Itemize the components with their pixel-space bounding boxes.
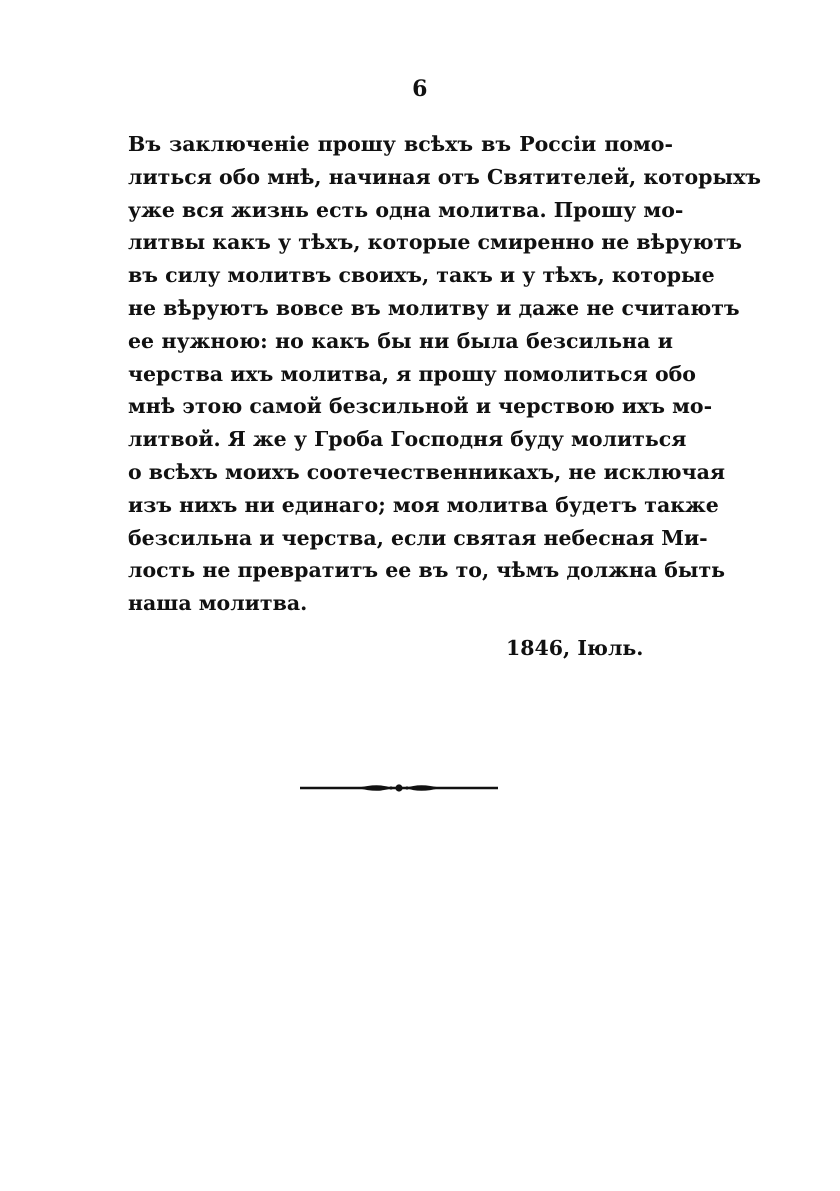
text-line: не вѣруютъ вовсе въ молитву и даже не считаютъ [128, 295, 740, 320]
text-line: въ силу молитвъ своихъ, такъ и у тѣхъ, которые [128, 263, 715, 288]
text-line: литвы какъ у тѣхъ, которые смиренно не вѣруютъ [128, 230, 742, 255]
body-paragraph [128, 128, 762, 620]
text-line: наша молитва. [128, 591, 308, 616]
page-number: 6 [412, 76, 428, 102]
text-line: литься обо мнѣ, начиная отъ Святителей, которыхъ [128, 164, 762, 189]
text-line: Въ заключеніе прошу всѣхъ въ Россіи помо- [128, 132, 673, 156]
text-line: мнѣ этою самой безсильной и черствою ихъ мо- [128, 394, 713, 419]
text-line: уже вся жизнь есть одна молитва. Прошу мо- [128, 197, 684, 222]
text-line: о всѣхъ моихъ соотечественникахъ, не исключая [128, 459, 726, 484]
text-line: черства ихъ молитва, я прошу помолиться обо [128, 361, 696, 386]
text-line: литвой. Я же у Гроба Господня буду молиться [128, 427, 687, 452]
ornament-divider [300, 780, 498, 796]
text-line: изъ нихъ ни единаго; моя молитва будетъ также [128, 492, 719, 517]
text-line: лость не превратитъ ее въ то, чѣмъ должна быть [128, 558, 726, 583]
date-line: 1846, Іюль. [506, 636, 644, 660]
text-line: безсильна и черства, если святая небесная Ми- [128, 525, 708, 550]
text-line: ее нужною: но какъ бы ни была безсильна и [128, 328, 673, 353]
